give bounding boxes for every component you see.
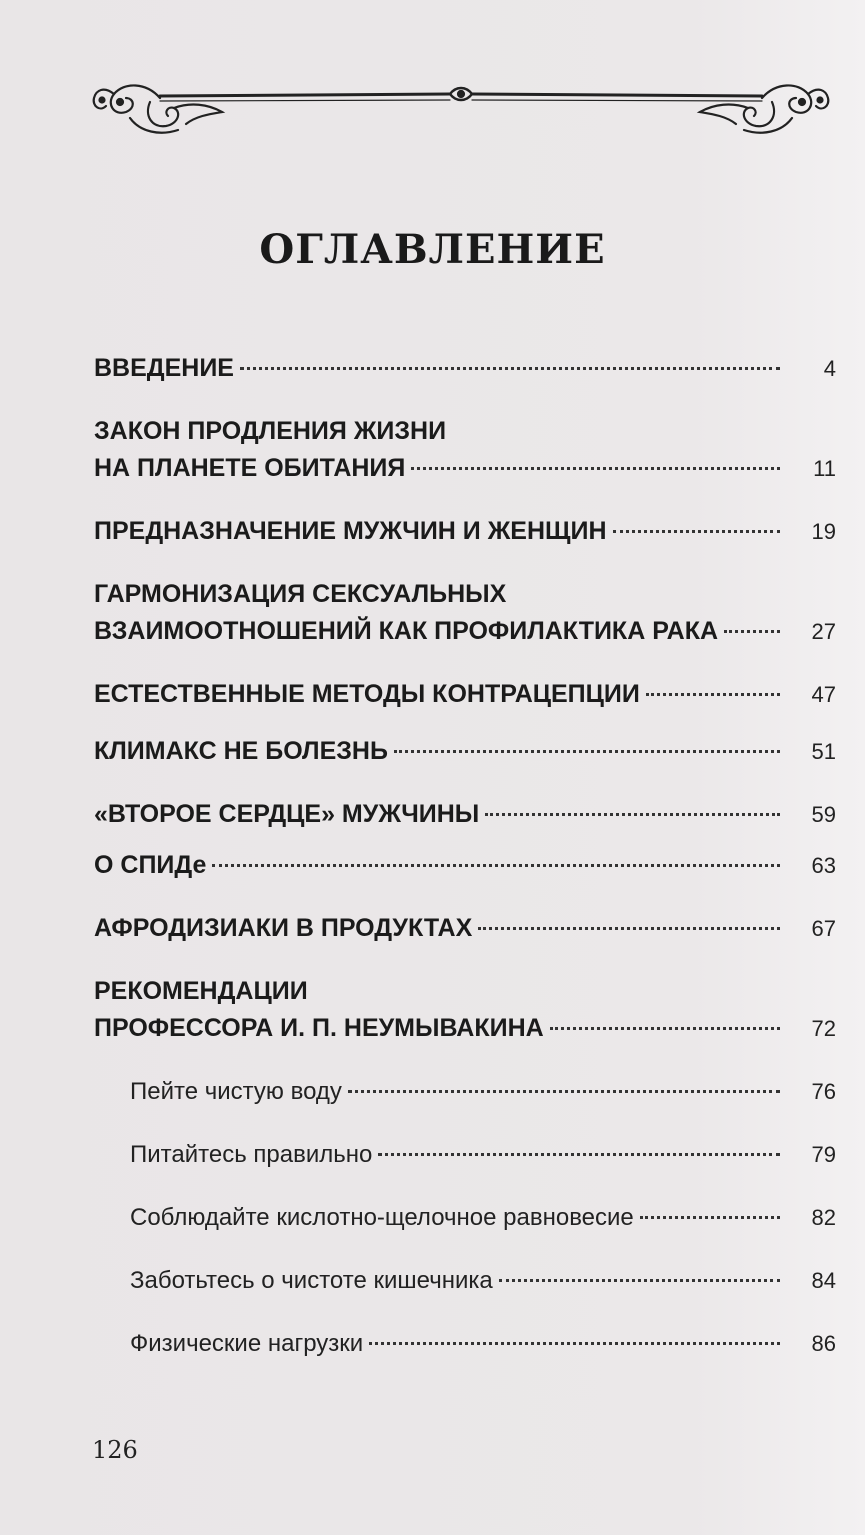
dot-leader [369,1342,780,1345]
toc-page-number: 82 [811,1205,836,1230]
toc-entry [94,350,836,387]
toc-entry [94,513,836,550]
dot-leader [478,927,780,930]
toc-entry-line [130,1325,836,1362]
toc-entry-line [130,1136,836,1173]
toc-page-number: 76 [811,1079,836,1104]
toc-entry [94,733,836,770]
toc-subentry [94,1073,836,1110]
dot-leader [485,813,780,816]
toc-entry-title: ГАРМОНИЗАЦИЯ СЕКСУАЛЬНЫХ [94,580,507,608]
toc-entry-line [94,676,836,713]
toc-entry-title: ВЗАИМООТНОШЕНИЙ КАК ПРОФИЛАКТИКА РАКА [94,617,719,645]
toc-entry [94,973,836,1047]
ornament-divider [90,72,832,140]
toc-subentry [94,1262,836,1299]
toc-entry-title: Пейте чистую воду [130,1078,342,1105]
toc-page-number: 19 [811,519,836,544]
toc-entry [94,847,836,884]
page-number: 126 [92,1436,138,1464]
dot-leader [411,467,780,470]
toc-page-number: 86 [811,1331,836,1356]
table-of-contents [94,350,836,1362]
toc-entry-title: НА ПЛАНЕТЕ ОБИТАНИЯ [94,454,406,482]
toc-entry [94,576,836,650]
dot-leader [212,864,780,867]
toc-entry-line [130,1199,836,1236]
toc-entry [94,910,836,947]
page-title: ОГЛАВЛЕНИЕ [259,226,606,273]
toc-entry-line [130,1262,836,1299]
dot-leader [240,367,780,370]
toc-entry-line [94,513,836,550]
toc-page-number: 47 [811,682,836,707]
toc-entry-line [94,1010,836,1047]
toc-entry-title: ЗАКОН ПРОДЛЕНИЯ ЖИЗНИ [94,417,447,445]
dot-leader [724,630,780,633]
dot-leader [394,750,780,753]
dot-leader [378,1153,780,1156]
toc-entry-title: АФРОДИЗИАКИ В ПРОДУКТАХ [94,914,473,942]
toc-entry-line [94,350,836,387]
toc-entry [94,676,836,713]
dot-leader [550,1027,780,1030]
toc-entry-line [94,733,836,770]
toc-entry-line [94,973,836,1010]
toc-entry-title: ПРОФЕССОРА И. П. НЕУМЫВАКИНА [94,1014,544,1042]
toc-entry-title: «ВТОРОЕ СЕРДЦЕ» МУЖЧИНЫ [94,800,480,828]
toc-entry-title: Питайтесь правильно [130,1141,373,1168]
toc-entry-title: ПРЕДНАЗНАЧЕНИЕ МУЖЧИН И ЖЕНЩИН [94,517,607,545]
toc-subentry [94,1136,836,1173]
toc-subentry [94,1199,836,1236]
toc-entry [94,796,836,833]
toc-entry [94,413,836,487]
toc-entry-line [94,576,836,613]
toc-entry-title: Физические нагрузки [130,1330,364,1357]
toc-entry-line [94,910,836,947]
toc-entry-title: КЛИМАКС НЕ БОЛЕЗНЬ [94,737,388,765]
toc-page-number: 63 [811,853,836,878]
dot-leader [348,1090,780,1093]
toc-entry-title: Соблюдайте кислотно-щелочное равновесие [130,1204,634,1231]
dot-leader [499,1279,780,1282]
dot-leader [646,693,780,696]
toc-entry-line [94,413,836,450]
toc-entry-line [94,613,836,650]
toc-page-number: 84 [811,1268,836,1293]
dot-leader [640,1216,780,1219]
toc-entry-title: Заботьтесь о чистоте кишечника [130,1267,493,1294]
toc-entry-title: РЕКОМЕНДАЦИИ [94,977,308,1005]
toc-entry-title: ЕСТЕСТВЕННЫЕ МЕТОДЫ КОНТРАЦЕПЦИИ [94,680,640,708]
toc-page-number: 51 [811,739,836,764]
toc-page-number: 27 [811,619,836,644]
toc-entry-line [94,796,836,833]
toc-entry-line [94,847,836,884]
toc-page-number: 79 [811,1142,836,1167]
toc-subentry [94,1325,836,1362]
toc-entry-line [130,1073,836,1110]
toc-entry-line [94,450,836,487]
toc-page-number: 72 [811,1016,836,1041]
dot-leader [613,530,780,533]
toc-page-number: 4 [823,356,836,381]
toc-page-number: 11 [813,456,836,481]
toc-entry-title: ВВЕДЕНИЕ [94,354,234,382]
toc-entry-title: О СПИДе [94,851,207,879]
toc-page-number: 67 [811,916,836,941]
toc-page-number: 59 [811,802,836,827]
